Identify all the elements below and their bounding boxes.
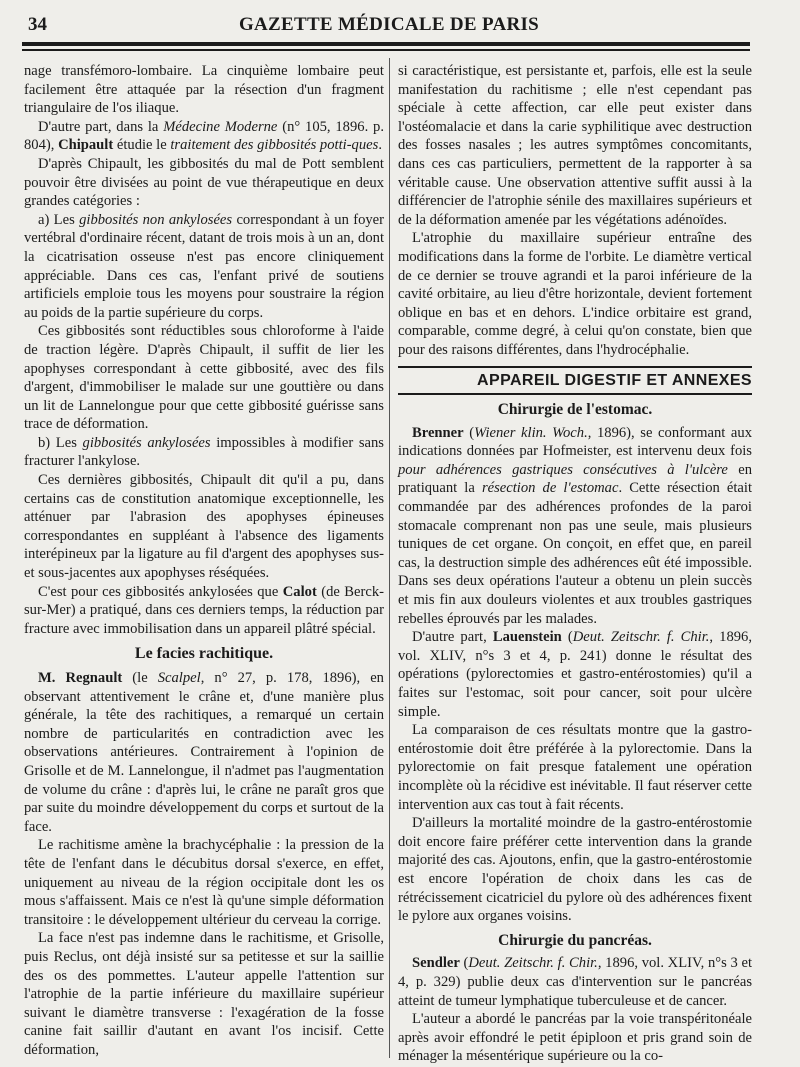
emphasis: gibbosités ankylosées [82, 434, 211, 451]
paragraph [24, 669, 384, 836]
author-name: Brenner [412, 424, 464, 441]
author-name: Chipault [58, 137, 114, 154]
paragraph [24, 211, 384, 323]
text-run: en pratiquant la [398, 461, 752, 497]
section-title: Chirurgie de l'estomac. [497, 401, 653, 419]
emphasis: résection de l'estomac [481, 480, 619, 497]
paragraph: D'après Chipault, les gibbosités du mal de Pott semblent pouvoir être divisées au point de vue thérapeutique en deux grandes catégories : [24, 155, 384, 210]
text-run: D'autre part, [412, 629, 493, 646]
text-run: (le [122, 670, 158, 686]
emphasis: pour adhérences gastriques consécutives à l'ulcère [398, 461, 728, 478]
paragraph: D'ailleurs la mortalité moindre de la gastro-entérostomie doit encore faire préférer cette intervention dans la grande majorité des cas. Ajoutons, enfin, que la gastro-entérostomie est encore l'opération de choix dans les cas de rétrécissement cicatriciel du pylore où des adhérences fixent le pylore aux organes voisins. [398, 815, 752, 925]
text-run: ( [561, 629, 573, 646]
paragraph: L'auteur a abordé le pancréas par la voie transpéritonéale après avoir effondré le petit épiploon et pris grand soin de ménager la mésentérique supérieure ou la co- [398, 1011, 752, 1065]
header-rule-thick [22, 42, 750, 46]
text-run: (de Berck-sur-Mer) a pratiqué, dans ces derniers temps, la réduction par fracture avec immobilisation dans un appareil plâtré spécial. [24, 583, 384, 637]
paragraph [24, 434, 384, 471]
text-run: , n° 27, p. 178, 1896), en observant attentivement le crâne et, d'une manière plus générale, la tête des rachitiques, a remarqué un certain nombre de particularités en contradiction avec les observations antérieures. Contrairement à l'opinion de Grisolle et de M. Lannelongue, il n'admet pas l'augmentation de volume du crâne : d'après lui, le crâne ne paraît gros que par suite du moindre développement du corps et surtout de la face. [24, 670, 384, 835]
paragraph: La face n'est pas indemne dans le rachitisme, et Grisolle, puis Reclus, ont déjà insisté sur sa petitesse et sur la saillie des os des pommettes. L'auteur appelle l'attention sur l'atrophie de la partie inférieure du maxillaire supérieur suivant le diamètre transverse : l'exagération de la fosse canine fait saillir d'autant en avant l'os incisif. Cette déformation, [24, 930, 384, 1058]
text-run: C'est pour ces gibbosités ankylosées que [38, 583, 283, 600]
article-title: traitement des gibbosités potti-ques [170, 137, 379, 154]
column-divider [389, 58, 390, 1058]
text-run: D'autre part, dans la [38, 118, 164, 135]
paragraph [24, 583, 384, 639]
journal-reference: Deut. Zeitschr. f. Chir. [572, 629, 710, 646]
section-banner: APPAREIL DIGESTIF ET ANNEXES [398, 366, 752, 396]
section-title: Le facies rachitique. [134, 645, 274, 663]
author-name: Lauenstein [492, 629, 562, 646]
journal-title: GAZETTE MÉDICALE DE PARIS [238, 14, 540, 35]
paragraph: Ces gibbosités sont réductibles sous chloroforme à l'aide de traction légère. D'après Chipault, il suffit de lier les apophyses correspondant à cette gibbosité, avec des fils d'argent, d'immobiliser le malade sur une gouttière ou dans un lit de Lannelongue pour que cette gibbosité guérisse sans trace de déformation. [24, 323, 384, 433]
text-run: (n° 105, 1896. p. 804), [24, 118, 384, 154]
text-run: . Cette résection était commandée par des adhérences profondes de la paroi stomacale comprenant non pas une seule, mais plusieurs tuniques de cet organe. On conçoit, en effet que, en pareil cas, la destruction simple des adhérences eût été impossible. Dans ses deux opérations l'auteur a obtenu un plein succès et mis fin aux douleurs violentes et aux troubles gastriques rebelles éprouvés par les malades. [398, 480, 753, 627]
paragraph [398, 628, 752, 721]
left-column [24, 62, 384, 1059]
author-name: M. Regnault [38, 670, 123, 686]
journal-reference: Médecine Moderne [163, 118, 278, 135]
journal-reference: Deut. Zeitschr. f. Chir. [468, 955, 598, 972]
text-run: correspondant à un foyer vertébral d'ordinaire récent, datant de trois mois à un an, dont la cicatrisation osseuse n'est pas encore cliniquement appréciable. Dans ces cas, l'enfant privé de soutiens artificiels emploie tous les moyens pour soustraire la région au poids de la partie supérieure du corps. [24, 211, 384, 321]
paragraph: si caractéristique, est persistante et, parfois, elle est la seule manifestation du rachitisme ; elle n'est cependant pas spéciale à cette affection, car elle peut exister dans l'ostéomalacie et dans la carie syphilitique avec destruction des fosses nasales ; les autres symptômes concomitants, dans ces cas particuliers, permettent de la rapporter à sa véritable cause. Une observation attentive suffit aussi à la différencier de l'atrophie sénile des maxillaires supérieurs et de la déformation amenée par les végétations adénoïdes. [398, 63, 752, 228]
paragraph: nage transfémoro-lombaire. La cinquième lombaire peut facilement être attaquée par la résection d'un fragment triangulaire de l'os iliaque. [24, 63, 384, 117]
paragraph: La comparaison de ces résultats montre que la gastro-entérostomie doit être préférée à la pylorectomie. Dans la pylorectomie on fait presque fatalement une opération incomplète où la récidive est inévitable. Il faut réserver cette intervention aux cas tout à fait récents. [398, 722, 752, 813]
emphasis: gibbosités non ankylosées [79, 211, 233, 228]
page-number: 34 [28, 14, 47, 35]
journal-reference: Scalpel [157, 670, 201, 686]
paragraph: L'atrophie du maxillaire supérieur entraîne des modifications dans la forme de l'orbite. Le diamètre vertical de ce dernier se trouve agrandi et la paroi inférieure de la cavité orbitaire, au lieu d'être horizontale, devient fortement oblique en bas et en dehors. L'indice orbitaire est grand, comparable, comme degré, à celui qu'on constate, bien que pour des raisons différentes, dans l'hydrocéphalie. [398, 230, 752, 358]
header-rule-thin [22, 49, 750, 51]
text-run: . [378, 137, 382, 154]
page-header [28, 14, 750, 42]
text-run: , 1896, vol. XLIV, n°s 3 et 4, p. 329) publie deux cas d'intervention sur le pancréas atteint de tumeur lymphatique tuberculeuse et de cancer. [398, 955, 753, 1009]
text-run: impossibles à modifier sans fracturer l'ankylose. [24, 434, 384, 470]
paragraph [24, 118, 384, 155]
author-name: Sendler [412, 955, 460, 972]
journal-reference: Wiener klin. Woch. [474, 424, 588, 441]
author-name: Calot [282, 583, 317, 600]
text-run: ( [463, 424, 475, 441]
text-run: b) Les [38, 434, 83, 451]
right-column [398, 62, 752, 1066]
paragraph: Ces dernières gibbosités, Chipault dit qu'il a pu, dans certains cas de constitution anatomique exceptionnelle, les atténuer par l'abrasion des apophyses épineuses correspondantes en suppléant à l'absence des ligaments interépineux par la ligature au fil d'argent des apophyses sus- et sous-jacentes aux apophyses réséquées. [24, 472, 384, 582]
section-title: Chirurgie du pancréas. [498, 931, 652, 949]
text-run: étudie le [113, 137, 171, 154]
text-run: , 1896, vol. XLIV, n°s 3 et 4, p. 241) donne le résultat des opérations (pylorectomies et gastro-entérostomies) qu'il a faites sur l'estomac, soit pour cancer, soit pour ulcère simple. [398, 629, 752, 720]
paragraph [398, 954, 752, 1010]
text-run: a) Les [38, 211, 80, 228]
text-run: , 1896), se conformant aux indications données par Hofmeister, est intervenu deux fois [398, 424, 752, 460]
paragraph: Le rachitisme amène la brachycéphalie : la pression de la tête de l'enfant dans le décubitus dorsal s'exerce, en effet, uniquement au niveau de la région occipitale dont les os mous s'affaissent. Mais ce n'est là qu'une simple déformation transitoire : le développement ultérieur du cerveau la corrige. [24, 837, 384, 928]
paragraph [398, 424, 752, 629]
text-run: ( [459, 955, 469, 972]
